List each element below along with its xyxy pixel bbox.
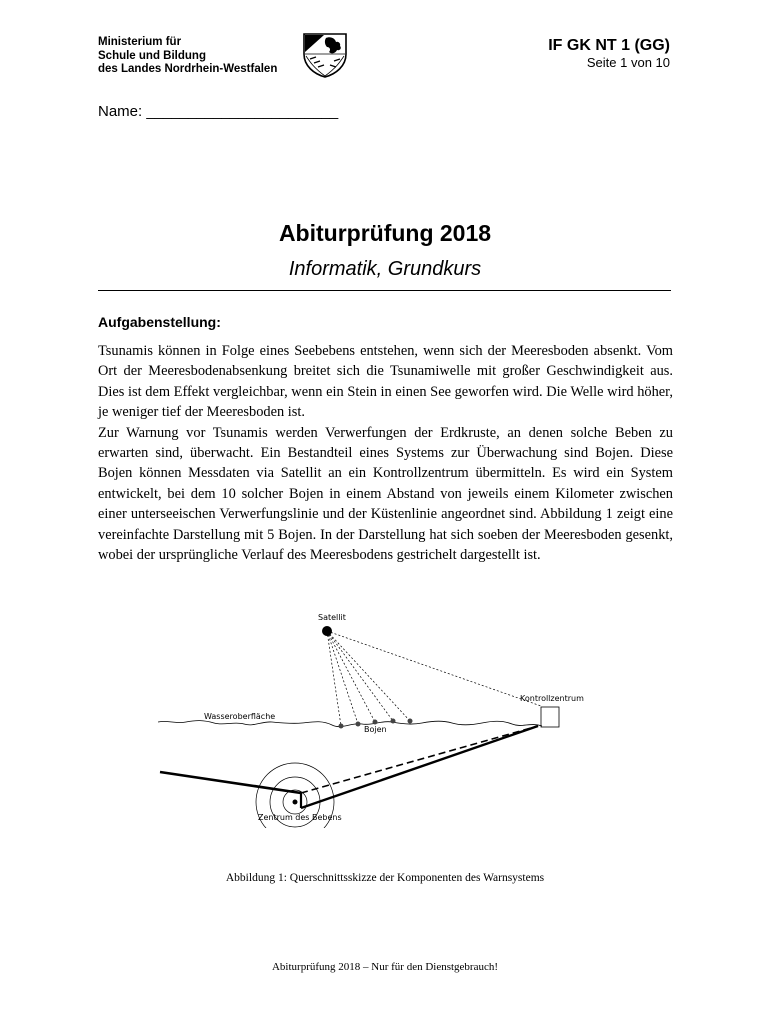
title-divider — [98, 290, 671, 291]
exam-code: IF GK NT 1 (GG) — [548, 37, 670, 54]
control-center-icon — [541, 707, 559, 727]
section-heading: Aufgabenstellung: — [98, 314, 221, 330]
figure-caption: Abbildung 1: Querschnittsskizze der Komponenten des Warnsystems — [225, 872, 545, 884]
page-footer: Abiturprüfung 2018 – Nur für den Dienstgebrauch! — [271, 961, 499, 973]
page-subtitle: Informatik, Grundkurs — [288, 258, 482, 280]
page-title: Abiturprüfung 2018 — [278, 220, 492, 246]
nrw-crest-logo — [300, 32, 350, 78]
name-field: Name: _______________________ — [98, 103, 339, 120]
tsunami-warning-diagram — [158, 608, 628, 828]
paragraph: Tsunamis können in Folge eines Seebebens entstehen, wenn sich der Meeresboden absenkt. Vom Ort der Meeresbodenabsenkung breitet sich die Tsunamiwelle mit großer Geschwindigkeit aus. Dies ist dem Effekt vergleichbar, wenn ein Stein in einen See geworfen wird. Die Welle wird höher, je weniger tief der Meeresboden ist. — [98, 343, 673, 421]
page-info: Seite 1 von 10 — [586, 55, 670, 70]
ministry-line: Schule und Bildung — [98, 49, 206, 62]
ministry-name — [98, 36, 277, 77]
ministry-line: Ministerium für — [98, 36, 182, 48]
buoy-icon — [356, 722, 361, 727]
epicenter-icon — [293, 800, 298, 805]
seabed-original-dashed — [301, 726, 538, 793]
buoy-icon — [391, 719, 396, 724]
buoy-icon — [339, 724, 344, 729]
water-surface-label: Wasseroberfläche — [204, 712, 276, 721]
signal-lines — [327, 631, 541, 726]
seabed-right — [301, 726, 538, 808]
ministry-line: des Landes Nordrhein-Westfalen — [98, 63, 278, 75]
paragraph: Zur Warnung vor Tsunamis werden Verwerfungen der Erdkruste, an denen solche Beben zu erwarten sind, überwacht. Ein Bestandteil eines Systems zur Überwachung sind Bojen. Diese Bojen können Messdaten via Satellit an ein Kontrollzentrum übermitteln. Es wird ein System entwickelt, bei dem 10 solcher Bojen in einem Abstand von jeweils einem Kilometer zwischen einer unterseeischen Verwerfungslinie und der Küstenlinie angeordnet sind. Abbildung 1 zeigt eine vereinfachte Darstellung mit 5 Bojen. In der Darstellung hat sich soeben der Meeresboden gesenkt, wobei der ursprüngliche Verlauf des Meeresbodens gestrichelt dargestellt ist. — [98, 424, 673, 564]
exam-code-block — [548, 36, 670, 70]
buoy-icon — [408, 719, 413, 724]
epicenter-label: Zentrum des Bebens — [258, 813, 342, 822]
water-surface-line — [158, 721, 542, 727]
satellite-label: Satellit — [318, 613, 346, 622]
buoys-label: Bojen — [364, 725, 387, 734]
buoy-icon — [373, 720, 378, 725]
task-description — [98, 341, 673, 565]
control-center-label: Kontrollzentrum — [520, 694, 584, 703]
